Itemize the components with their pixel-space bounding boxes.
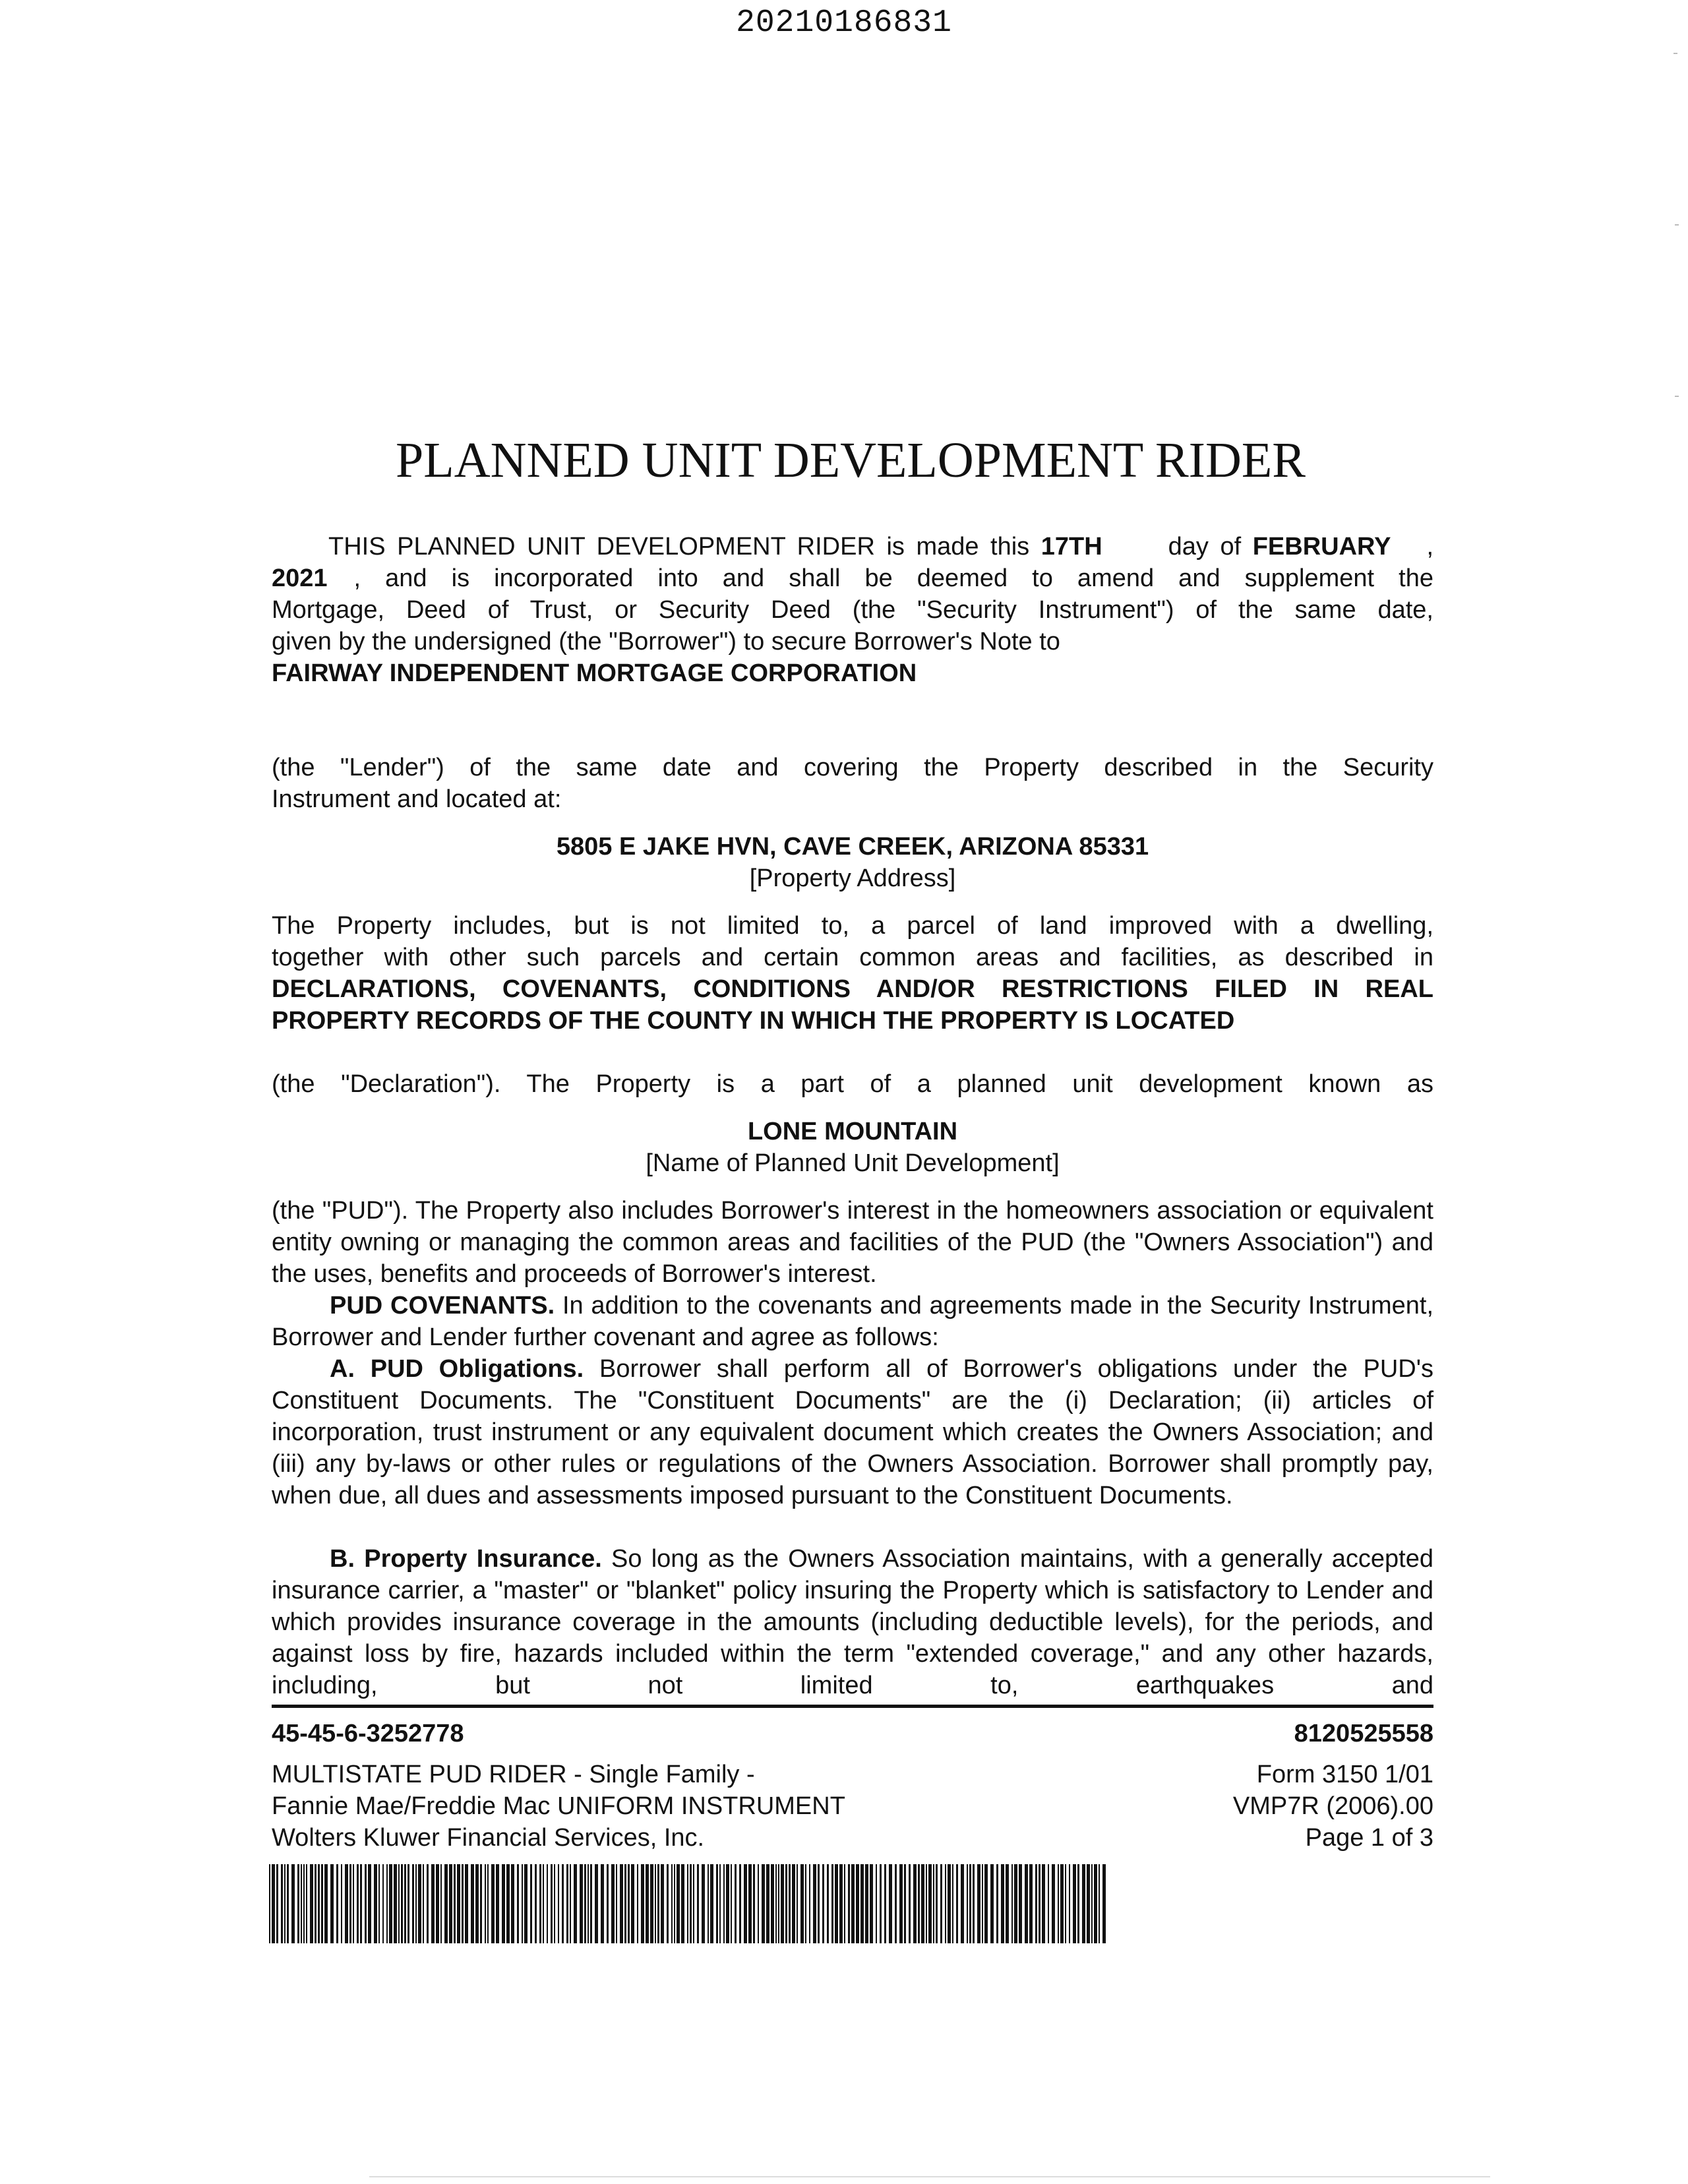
barcode-bar [1073,1864,1076,1943]
barcode-bar [324,1864,328,1943]
declaration-clause: (the "Declaration"). The Property is a part of a planned unit development known as [272,1070,1433,1098]
barcode-bar [977,1864,980,1943]
barcode-bar [650,1864,653,1943]
barcode-bar [1082,1864,1085,1943]
barcode-bar [967,1864,968,1943]
barcode-bar [584,1864,586,1943]
barcode-bar [889,1864,892,1943]
barcode-bar [353,1864,354,1943]
covenants-text: In addition to the covenants and agreements made in the Security Instrument, Borrower and Lender further covenant and agree as follows: [272,1292,1434,1351]
barcode-bar [440,1864,442,1943]
barcode-bar [1029,1864,1033,1943]
barcode-bar [876,1864,877,1943]
barcode-bar [984,1864,988,1943]
barcode-bar [336,1864,338,1943]
barcode-bar [570,1864,571,1943]
barcode-bar [1060,1864,1064,1943]
barcode-bar [562,1864,564,1943]
barcode-bar [487,1864,489,1943]
barcode-bar [1048,1864,1049,1943]
barcode-bar [321,1864,323,1943]
barcode-bar [431,1864,435,1943]
barcode-bar [1014,1864,1017,1943]
barcode-bar [595,1864,598,1943]
barcode-bar [831,1864,833,1943]
barcode-bar [315,1864,316,1943]
barcode-bar [345,1864,348,1943]
intro-day: 17TH [1040,533,1102,561]
barcode-bar [360,1864,362,1943]
barcode-bar [449,1864,452,1943]
barcode-bar [1019,1864,1022,1943]
intro-line-2-rest: , and is incorporated into and shall be deemed to amend and supplement the [353,564,1433,592]
barcode [269,1864,1108,1943]
barcode-bar [415,1864,417,1943]
lender-name: FAIRWAY INDEPENDENT MORTGAGE CORPORATION [272,659,917,687]
barcode-bar [792,1864,795,1943]
barcode-bar [805,1864,806,1943]
intro-line-1 [272,531,1433,562]
scan-artifact [1675,224,1679,226]
barcode-bar [457,1864,460,1943]
barcode-bar [766,1864,769,1943]
barcode-bar [839,1864,843,1943]
barcode-bar [637,1864,638,1943]
barcode-bar [530,1864,532,1943]
barcode-bar [522,1864,523,1943]
barcode-bar [744,1864,747,1943]
barcode-bar [789,1864,791,1943]
barcode-bar [547,1864,548,1943]
barcode-bar [475,1864,479,1943]
barcode-bar [781,1864,784,1943]
barcode-bar [368,1864,371,1943]
form-publisher: Wolters Kluwer Financial Services, Inc. [272,1824,705,1852]
reference-number: 8120525558 [1294,1720,1433,1747]
barcode-bar [809,1864,810,1943]
intro-year: 2021 [272,564,328,592]
barcode-bar [580,1864,583,1943]
barcode-bar [297,1864,299,1943]
barcode-bar [940,1864,942,1943]
declaration-line-1: DECLARATIONS, COVENANTS, CONDITIONS AND/OR RESTRICTIONS FILED IN REAL [272,975,1433,1003]
barcode-bar [616,1864,617,1943]
intro-line-2 [272,562,1433,594]
barcode-bar [330,1864,334,1943]
barcode-bar [349,1864,351,1943]
barcode-bar [952,1864,953,1943]
barcode-bar [566,1864,568,1943]
barcode-bar [800,1864,804,1943]
intro-comma: , [1426,533,1433,561]
barcode-bar [407,1864,409,1943]
barcode-bar [1099,1864,1100,1943]
intro-month: FEBRUARY [1252,533,1391,561]
barcode-bar [880,1864,882,1943]
barcode-bar [496,1864,499,1943]
barcode-bar [835,1864,838,1943]
barcode-bar [860,1864,864,1943]
barcode-bar [1042,1864,1045,1943]
barcode-bar [291,1864,295,1943]
barcode-bar [551,1864,553,1943]
barcode-bar [913,1864,917,1943]
barcode-bar [398,1864,400,1943]
barcode-bar [667,1864,669,1943]
barcode-bar [272,1864,275,1943]
pud-name: LONE MOUNTAIN [747,1118,958,1145]
barcode-bar [657,1864,659,1943]
barcode-bar [909,1864,911,1943]
barcode-bar [310,1864,313,1943]
barcode-bar [524,1864,528,1943]
includes-line-2: together with other such parcels and certain common areas and facilities, as described in [272,944,1433,971]
lender-clause-line-1: (the "Lender") of the same date and covering the Property described in the Security [272,754,1433,781]
barcode-bar [933,1864,934,1943]
barcode-bar [848,1864,850,1943]
form-description-line-1: MULTISTATE PUD RIDER - Single Family - [272,1761,755,1788]
barcode-bar [1058,1864,1059,1943]
section-b-text: So long as the Owners Association maintains, with a generally accepted insurance carrier, a "master" or "blanket" policy insuring the Property which is satisfactory to Lender and which provides insurance coverage in the amounts (including deductible levels), for the periods, and against loss by fire, hazards included within the term "extended coverage," and any other hazards, including, but not limited to, earthquakes and [272,1545,1434,1699]
barcode-bar [480,1864,482,1943]
barcode-bar [611,1864,615,1943]
barcode-bar [778,1864,779,1943]
barcode-bar [827,1864,829,1943]
barcode-bar [655,1864,656,1943]
barcode-bar [624,1864,626,1943]
barcode-bar [921,1864,924,1943]
barcode-bar [341,1864,342,1943]
barcode-bar [681,1864,684,1943]
barcode-bar [785,1864,787,1943]
barcode-bar [276,1864,278,1943]
barcode-bar [844,1864,845,1943]
section-a-heading: A. PUD Obligations. [330,1355,584,1383]
barcode-bar [918,1864,920,1943]
intro-line-3: Mortgage, Deed of Trust, or Security Deed (the "Security Instrument") of the same date, [272,596,1433,624]
barcode-bar [394,1864,397,1943]
scan-artifact [369,2176,1490,2177]
section-b-heading: B. Property Insurance. [330,1545,602,1573]
barcode-bar [535,1864,537,1943]
barcode-bar [674,1864,675,1943]
barcode-bar [389,1864,392,1943]
barcode-bar [735,1864,737,1943]
barcode-bar [427,1864,429,1943]
barcode-bar [378,1864,380,1943]
barcode-bar [607,1864,609,1943]
barcode-bar [895,1864,897,1943]
page-number: Page 1 of 3 [1305,1824,1433,1852]
barcode-bar [357,1864,359,1943]
barcode-bar [306,1864,307,1943]
barcode-bar [753,1864,755,1943]
barcode-bar [646,1864,649,1943]
barcode-bar [404,1864,406,1943]
barcode-bar [726,1864,729,1943]
intro-line-4: given by the undersigned (the "Borrower") to secure Borrower's Note to [272,628,1060,655]
barcode-bar [884,1864,886,1943]
barcode-bar [961,1864,964,1943]
barcode-bar [465,1864,468,1943]
barcode-bar [365,1864,367,1943]
form-description-line-2: Fannie Mae/Freddie Mac UNIFORM INSTRUMENT [272,1792,845,1820]
barcode-bar [899,1864,903,1943]
barcode-bar [926,1864,927,1943]
barcode-bar [748,1864,752,1943]
barcode-bar [758,1864,759,1943]
barcode-bar [697,1864,699,1943]
covenants-paragraph [272,1290,1433,1353]
barcode-bar [539,1864,541,1943]
barcode-bar [601,1864,604,1943]
barcode-bar [818,1864,820,1943]
barcode-bar [386,1864,388,1943]
scan-artifact [1675,396,1679,397]
loan-number: 45-45-6-3252778 [272,1720,464,1747]
barcode-bar [1091,1864,1093,1943]
pud-paragraph: (the "PUD"). The Property also includes Borrower's interest in the homeowners association or equivalent entity owning or managing the common areas and facilities of the PUD (the "Owners Association") and the uses, benefits and proceeds of Borrower's interest. [272,1197,1433,1288]
barcode-bar [1011,1864,1013,1943]
barcode-bar [771,1864,774,1943]
declaration-line-2: PROPERTY RECORDS OF THE COUNTY IN WHICH THE PROPERTY IS LOCATED [272,1007,1235,1035]
barcode-bar [904,1864,906,1943]
lender-clause-line-2: Instrument and located at: [272,785,562,813]
barcode-bar [710,1864,713,1943]
barcode-bar [620,1864,623,1943]
intro-day-of: day of [1168,533,1242,561]
barcode-bar [716,1864,718,1943]
barcode-bar [506,1864,510,1943]
barcode-bar [269,1864,270,1943]
barcode-bar [671,1864,673,1943]
barcode-bar [948,1864,951,1943]
barcode-bar [936,1864,938,1943]
barcode-bar [590,1864,592,1943]
barcode-bar [1087,1864,1090,1943]
barcode-bar [762,1864,765,1943]
barcode-bar [990,1864,994,1943]
barcode-bar [1039,1864,1040,1943]
barcode-bar [502,1864,505,1943]
barcode-bar [1077,1864,1079,1943]
property-address-caption: [Property Address] [749,864,956,892]
barcode-bar [1069,1864,1070,1943]
barcode-bar [287,1864,289,1943]
barcode-bar [558,1864,559,1943]
barcode-bar [797,1864,798,1943]
pud-name-caption: [Name of Planned Unit Development] [646,1149,1060,1177]
barcode-bar [969,1864,971,1943]
section-a-text: Borrower shall perform all of Borrower's obligations under the PUD's Constituent Documents. The "Constituent Documents" are the (i) Declaration; (ii) articles of incorporation, trust instrument or any equivalent document which creates the Owners Association; and (iii) any by-laws or other rules or regulations of the Owners Association. Borrower shall promptly pay, when due, all dues and assessments imposed pursuant to the Constituent Documents. [272,1355,1433,1509]
barcode-bar [1001,1864,1004,1943]
barcode-bar [511,1864,514,1943]
barcode-bar [813,1864,816,1943]
barcode-bar [318,1864,320,1943]
barcode-bar [928,1864,932,1943]
barcode-bar [444,1864,448,1943]
barcode-bar [631,1864,634,1943]
barcode-bar [301,1864,302,1943]
barcode-bar [708,1864,709,1943]
barcode-bar [1065,1864,1066,1943]
barcode-bar [739,1864,741,1943]
barcode-bar [471,1864,474,1943]
barcode-bar [693,1864,694,1943]
barcode-bar [574,1864,577,1943]
barcode-bar [374,1864,377,1943]
barcode-bar [303,1864,305,1943]
barcode-bar [454,1864,456,1943]
vmp-code: VMP7R (2006).00 [1232,1792,1433,1820]
includes-line-1: The Property includes, but is not limited to, a parcel of land improved with a dwelling, [272,912,1433,940]
barcode-bar [1025,1864,1028,1943]
barcode-bar [870,1864,873,1943]
barcode-bar [423,1864,424,1943]
barcode-bar [543,1864,544,1943]
property-address: 5805 E JAKE HVN, CAVE CREEK, ARIZONA 85331 [556,833,1149,861]
barcode-bar [856,1864,859,1943]
barcode-bar [723,1864,725,1943]
barcode-bar [485,1864,486,1943]
barcode-bar [418,1864,421,1943]
barcode-bar [996,1864,998,1943]
barcode-bar [775,1864,777,1943]
barcode-bar [1006,1864,1009,1943]
form-number: Form 3150 1/01 [1256,1761,1433,1788]
barcode-bar [677,1864,680,1943]
covenants-heading: PUD COVENANTS. [330,1292,555,1320]
barcode-bar [641,1864,644,1943]
barcode-bar [865,1864,868,1943]
barcode-bar [982,1864,983,1943]
recording-number: 20210186831 [736,5,952,41]
barcode-bar [719,1864,721,1943]
barcode-bar [731,1864,732,1943]
barcode-bar [436,1864,439,1943]
barcode-bar [628,1864,630,1943]
barcode-bar [491,1864,495,1943]
barcode-bar [956,1864,958,1943]
barcode-bar [1094,1864,1097,1943]
barcode-bar [661,1864,664,1943]
section-a [272,1353,1433,1511]
barcode-bar [588,1864,589,1943]
scan-artifact [1673,53,1677,54]
barcode-bar [851,1864,855,1943]
intro-lead: THIS PLANNED UNIT DEVELOPMENT RIDER is made this [328,533,1030,561]
footer-divider [272,1705,1433,1708]
barcode-bar [382,1864,384,1943]
barcode-bar [1035,1864,1037,1943]
barcode-bar [945,1864,946,1943]
barcode-bar [973,1864,975,1943]
barcode-bar [822,1864,824,1943]
barcode-bar [1102,1864,1106,1943]
barcode-bar [401,1864,403,1943]
barcode-bar [1052,1864,1055,1943]
section-b [272,1543,1433,1701]
barcode-bar [687,1864,688,1943]
barcode-bar [281,1864,283,1943]
barcode-bar [690,1864,692,1943]
barcode-bar [284,1864,286,1943]
barcode-bar [702,1864,705,1943]
barcode-bar [412,1864,414,1943]
barcode-bar [462,1864,464,1943]
barcode-bar [554,1864,555,1943]
page-title: PLANNED UNIT DEVELOPMENT RIDER [396,433,1306,488]
barcode-bar [517,1864,519,1943]
